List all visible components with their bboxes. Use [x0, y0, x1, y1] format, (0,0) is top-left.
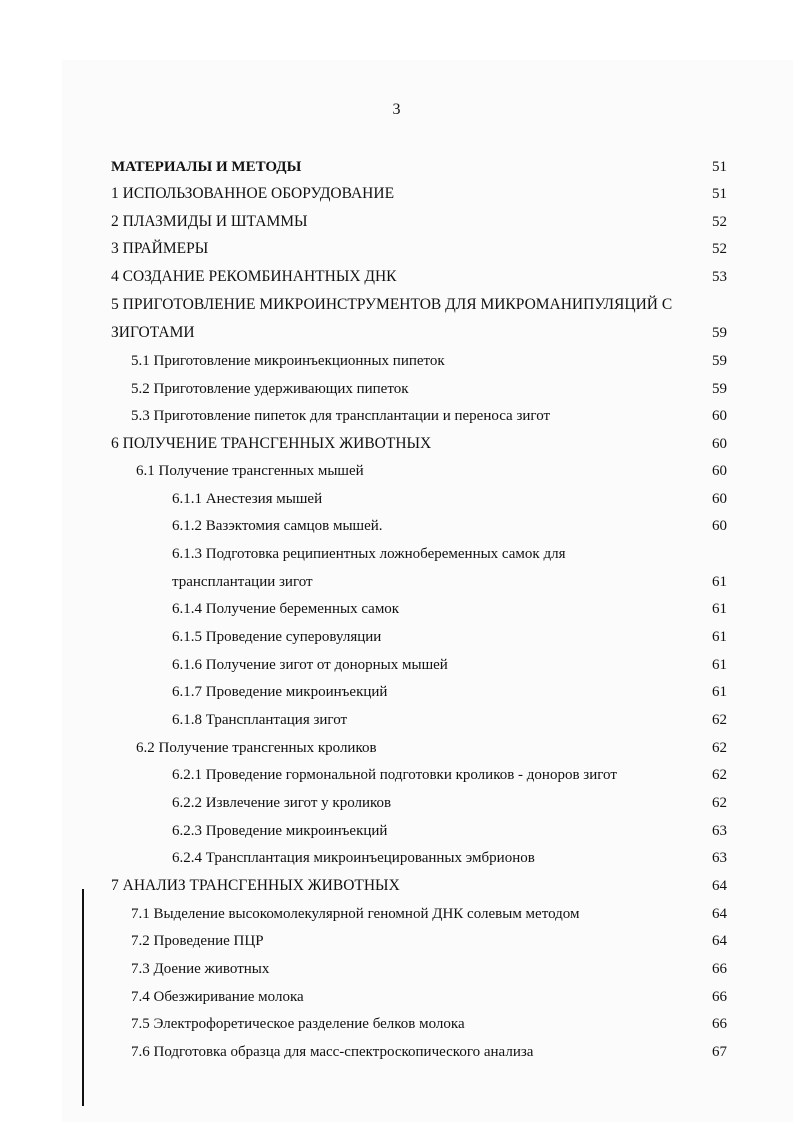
toc-entry-title: 1 ИСПОЛЬЗОВАННОЕ ОБОРУДОВАНИЕ — [111, 185, 395, 202]
toc-entry-page: 62 — [712, 712, 727, 728]
toc-entry-title: 2 ПЛАЗМИДЫ И ШТАММЫ — [111, 213, 308, 230]
toc-entry-page: 64 — [712, 906, 727, 922]
toc-entry-title: 6.1.7 Проведение микроинъекций — [172, 684, 388, 700]
toc-entry-title: 7.3 Доение животных — [131, 961, 270, 977]
toc-entry-title: 6.1.6 Получение зигот от донорных мышей — [172, 657, 448, 673]
binding-margin-line — [82, 889, 84, 1106]
toc-entry-title: 7.4 Обезжиривание молока — [131, 989, 304, 1005]
toc-entry-title: 6.2 Получение трансгенных кроликов — [136, 740, 377, 756]
toc-entry-page: 60 — [712, 463, 727, 479]
toc-entry-page: 60 — [712, 518, 727, 534]
toc-entry-page: 62 — [712, 795, 727, 811]
toc-entry-page: 51 — [712, 159, 727, 175]
toc-entry-page: 66 — [712, 989, 727, 1005]
toc-entry-title: ЗИГОТАМИ — [111, 324, 195, 341]
toc-entry-title: трансплантации зигот — [172, 574, 313, 590]
toc-entry-title: МАТЕРИАЛЫ И МЕТОДЫ — [111, 159, 302, 175]
toc-entry-title: 6.1.2 Вазэктомия самцов мышей. — [172, 518, 383, 534]
toc-entry-page: 64 — [712, 878, 727, 894]
toc-entry-page: 62 — [712, 767, 727, 783]
toc-entry-title: 3 ПРАЙМЕРЫ — [111, 240, 209, 257]
toc-entry-page: 60 — [712, 491, 727, 507]
toc-entry-page: 52 — [712, 214, 727, 230]
toc-entry-page: 67 — [712, 1044, 727, 1060]
toc-entry-page: 63 — [712, 823, 727, 839]
toc-entry-page: 61 — [712, 629, 727, 645]
toc-entry-title: 6.1.4 Получение беременных самок — [172, 601, 400, 617]
toc-entry-page: 51 — [712, 186, 727, 202]
toc-entry-page: 62 — [712, 740, 727, 756]
toc-entry-page: 52 — [712, 241, 727, 257]
toc-entry-page: 61 — [712, 684, 727, 700]
toc-entry-title: 6.2.3 Проведение микроинъекций — [172, 823, 388, 839]
toc-entry-page: 59 — [712, 381, 727, 397]
toc-entry-page: 61 — [712, 657, 727, 673]
toc-entry-title: 7.2 Проведение ПЦР — [131, 933, 264, 949]
toc-entry-title: 7.1 Выделение высокомолекулярной геномной ДНК солевым методом — [131, 906, 580, 922]
toc-entry-title: 5.3 Приготовление пипеток для трансплантации и переноса зигот — [131, 408, 551, 424]
toc-entry-title: 6.2.4 Трансплантация микроинъецированных эмбрионов — [172, 850, 535, 866]
toc-entry-title: 5.1 Приготовление микроинъекционных пипеток — [131, 353, 445, 369]
toc-entry-title: 7 АНАЛИЗ ТРАНСГЕННЫХ ЖИВОТНЫХ — [111, 877, 400, 894]
toc-entry-page: 63 — [712, 850, 727, 866]
toc-entry-title: 6 ПОЛУЧЕНИЕ ТРАНСГЕННЫХ ЖИВОТНЫХ — [111, 435, 432, 452]
toc-entry-page: 64 — [712, 933, 727, 949]
toc-entry-title: 6.2.1 Проведение гормональной подготовки кроликов - доноров зигот — [172, 767, 617, 783]
toc-entry-page: 59 — [712, 325, 727, 341]
toc-entry-title: 6.1.5 Проведение суперовуляции — [172, 629, 382, 645]
toc-entry-page: 53 — [712, 269, 727, 285]
toc-entry-title: 5 ПРИГОТОВЛЕНИЕ МИКРОИНСТРУМЕНТОВ ДЛЯ МИКРОМАНИПУЛЯЦИЙ С — [111, 296, 673, 313]
page-number: 3 — [392, 101, 401, 118]
toc-entry-title: 4 СОЗДАНИЕ РЕКОМБИНАНТНЫХ ДНК — [111, 268, 397, 285]
toc-entry-title: 7.6 Подготовка образца для масс-спектроскопического анализа — [131, 1044, 534, 1060]
toc-entry-title: 6.2.2 Извлечение зигот у кроликов — [172, 795, 392, 811]
toc-entry-title: 6.1.3 Подготовка реципиентных ложнобеременных самок для — [172, 546, 566, 562]
toc-entry-page: 60 — [712, 408, 727, 424]
toc-entry-page: 61 — [712, 601, 727, 617]
toc-entry-title: 5.2 Приготовление удерживающих пипеток — [131, 381, 409, 397]
toc-entry-title: 6.1 Получение трансгенных мышей — [136, 463, 364, 479]
toc-entry-page: 66 — [712, 961, 727, 977]
toc-entry-page: 59 — [712, 353, 727, 369]
toc-entry-page: 61 — [712, 574, 727, 590]
toc-entry-title: 6.1.8 Трансплантация зигот — [172, 712, 348, 728]
toc-entry-title: 6.1.1 Анестезия мышей — [172, 491, 323, 507]
toc-entry-page: 60 — [712, 436, 727, 452]
toc-entry-page: 66 — [712, 1016, 727, 1032]
toc-entry-title: 7.5 Электрофоретическое разделение белков молока — [131, 1016, 465, 1032]
